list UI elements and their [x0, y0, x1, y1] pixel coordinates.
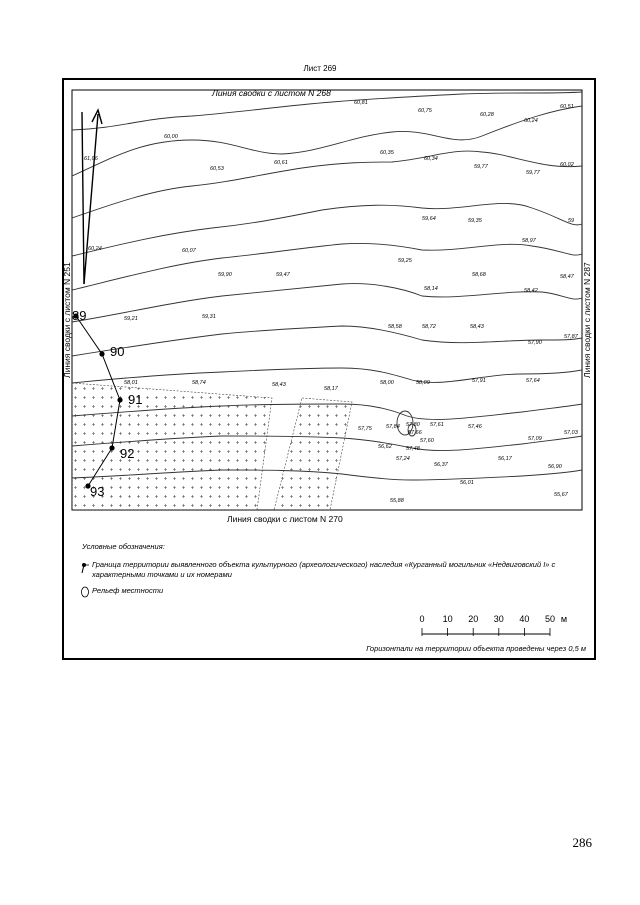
elevation-mark: 56,90 — [548, 464, 562, 470]
elevation-mark: 56,37 — [434, 462, 448, 468]
elevation-mark: 57,09 — [528, 436, 542, 442]
contour-line — [72, 106, 582, 176]
elevation-mark: 60,53 — [210, 166, 224, 172]
elevation-mark: 59,64 — [422, 216, 436, 222]
elevation-mark: 58,68 — [472, 272, 486, 278]
elevation-mark: 59,77 — [474, 164, 488, 170]
elevation-mark: 60,24 — [524, 118, 538, 124]
contour-line — [72, 326, 582, 356]
scale-tick-label: 40 — [519, 614, 530, 624]
elevation-mark: 58,42 — [524, 288, 538, 294]
scale-unit: м — [560, 614, 568, 624]
elevation-mark: 57,61 — [430, 422, 444, 428]
elevation-mark: 57,46 — [468, 424, 482, 430]
elevation-mark: 57,64 — [526, 378, 540, 384]
elevation-mark: 57,66 — [408, 430, 422, 436]
elevation-mark: 58,09 — [416, 380, 430, 386]
legend-title: Условные обозначения: — [82, 542, 165, 551]
boundary-point[interactable] — [99, 351, 104, 356]
boundary-point-label: 93 — [90, 484, 105, 499]
elevation-mark: 55,67 — [554, 492, 568, 498]
contour-line — [72, 243, 582, 290]
elevation-mark: 60,24 — [88, 246, 102, 252]
elevation-mark: 57,24 — [396, 456, 410, 462]
elevation-mark: 60,00 — [164, 134, 178, 140]
elevation-mark: 58,74 — [192, 380, 206, 386]
elevation-mark: 58,97 — [522, 238, 536, 244]
edge-label-top: Линия сводки с листом N 268 — [212, 88, 331, 98]
page-number: 286 — [572, 835, 592, 850]
contour-line — [72, 203, 582, 256]
elevation-mark: 56,62 — [378, 444, 392, 450]
legend-relief-text: Рельеф местности — [92, 586, 164, 595]
elevation-mark: 57,60 — [420, 438, 434, 444]
legend-item-relief — [80, 586, 562, 601]
elevation-mark: 58,58 — [388, 324, 402, 330]
elevation-mark: 57,75 — [358, 426, 372, 432]
contour-line — [72, 368, 582, 383]
elevation-mark: 57,91 — [472, 378, 486, 384]
boundary-point-label: 92 — [120, 446, 135, 461]
boundary-point[interactable] — [109, 445, 114, 450]
topographic-map[interactable] — [62, 78, 596, 528]
elevation-mark: 59,31 — [202, 314, 216, 320]
site-zone-east — [274, 398, 352, 510]
elevation-mark: 60,07 — [182, 248, 196, 254]
legend-boundary-text: Граница территории выявленного объекта культурного (археологического) наследия «Курганный могильник «Недвиговский I» с характерными точками и их номерами — [92, 560, 556, 579]
elevation-mark: 60,75 — [418, 108, 432, 114]
elevation-mark: 60,61 — [274, 160, 288, 166]
elevation-mark: 60,28 — [480, 112, 494, 118]
contour-line — [72, 284, 582, 322]
elevation-mark: 60,34 — [424, 156, 438, 162]
legend-item-boundary — [80, 560, 562, 580]
elevation-mark: 61,06 — [84, 156, 98, 162]
elevation-mark: 60,35 — [380, 150, 394, 156]
boundary-point-label: 91 — [128, 392, 143, 407]
elevation-mark: 60,02 — [560, 162, 574, 168]
scale-tick-label: 50 — [544, 614, 556, 624]
elevation-mark: 57,84 — [386, 424, 400, 430]
elevation-mark: 57,80 — [406, 422, 420, 428]
elevation-mark: 59,35 — [468, 218, 482, 224]
elevation-mark: 58,14 — [424, 286, 438, 292]
scale-tick-label: 30 — [493, 614, 504, 624]
sheet-title: Лист 269 — [303, 64, 337, 73]
elevation-mark: 59,21 — [124, 316, 138, 322]
boundary-symbol-icon — [80, 560, 92, 577]
scale-tick-label: 20 — [468, 614, 479, 624]
north-arrow-icon — [82, 110, 102, 284]
elevation-mark: 58,01 — [124, 380, 138, 386]
elevation-mark: 60,51 — [560, 104, 574, 110]
elevation-mark: 58,00 — [380, 380, 394, 386]
boundary-point[interactable] — [117, 397, 122, 402]
edge-label-right: Линия сводки с листом N 287 — [582, 262, 592, 378]
elevation-mark: 59 — [568, 218, 575, 224]
contour-line — [72, 151, 582, 218]
boundary-point-label: 89 — [72, 308, 87, 323]
elevation-mark: 58,43 — [470, 324, 484, 330]
edge-label-left: Линия сводки с листом N 251 — [62, 262, 72, 378]
elevation-mark: 58,72 — [422, 324, 436, 330]
elevation-mark: 56,17 — [498, 456, 512, 462]
contour-interval-note: Горизонтали на территории объекта проведены через 0,5 м — [366, 644, 586, 653]
elevation-mark: 57,48 — [406, 446, 420, 452]
elevation-mark: 57,03 — [564, 430, 578, 436]
elevation-mark: 58,47 — [560, 274, 574, 280]
relief-symbol-icon — [80, 586, 92, 601]
elevation-mark: 59,25 — [398, 258, 412, 264]
scale-tick-label: 10 — [442, 614, 453, 624]
elevation-mark: 56,01 — [460, 480, 474, 486]
elevation-mark: 58,17 — [324, 386, 338, 392]
edge-label-bottom: Линия сводки с листом N 270 — [227, 514, 343, 524]
elevation-mark: 59,77 — [526, 170, 540, 176]
elevation-mark: 58,43 — [272, 382, 286, 388]
elevation-mark: 57,90 — [528, 340, 542, 346]
boundary-point-label: 90 — [110, 344, 125, 359]
elevation-mark: 59,90 — [218, 272, 232, 278]
elevation-mark: 55,88 — [390, 498, 404, 504]
elevation-mark: 57,87 — [564, 334, 578, 340]
elevation-mark: 60,81 — [354, 100, 368, 106]
elevation-mark: 59,47 — [276, 272, 290, 278]
scale-bar — [410, 612, 585, 642]
scale-tick-label: 0 — [419, 614, 425, 624]
